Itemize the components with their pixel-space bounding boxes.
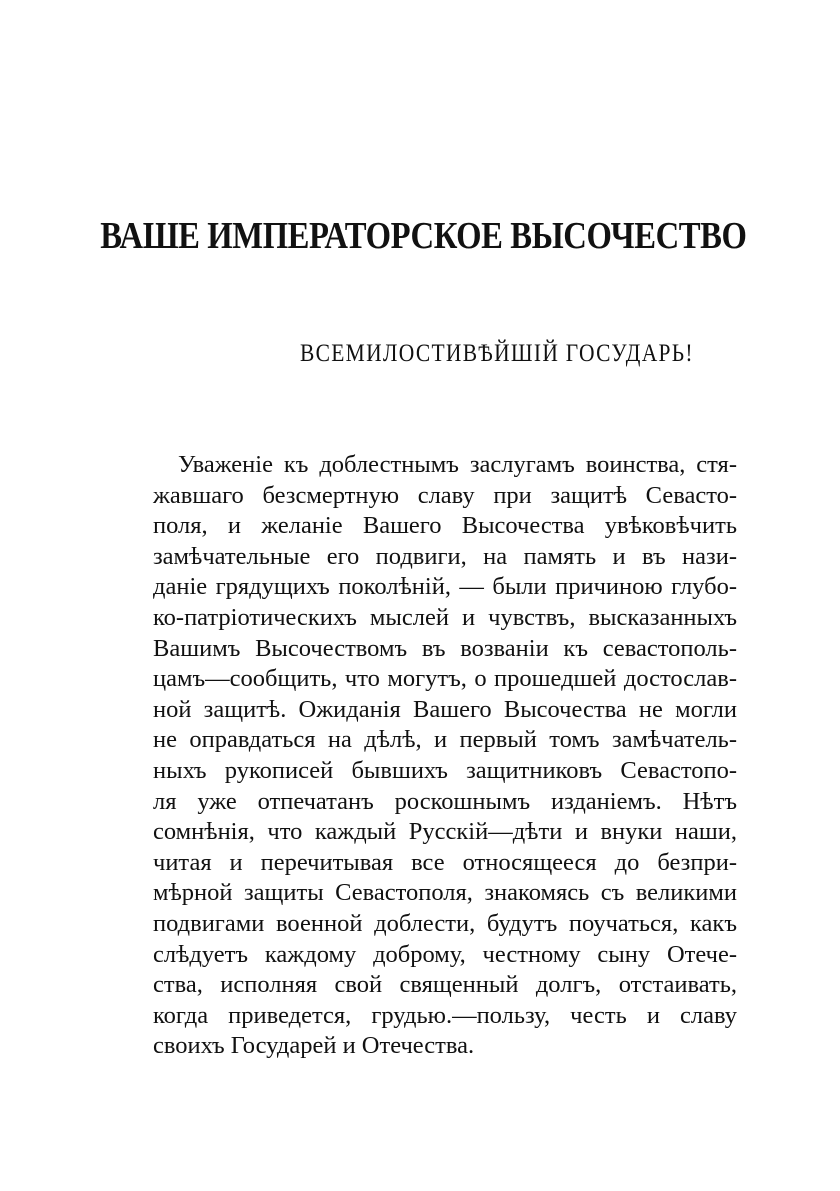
paragraph-line: слѣдуетъ каждому доброму, честному сыну Отече-	[153, 940, 737, 968]
paragraph-line: сомнѣнія, что каждый Русскій—дѣти и внуки наши,	[153, 818, 737, 846]
paragraph-line: не оправдаться на дѣлѣ, и первый томъ замѣчатель-	[153, 726, 737, 754]
paragraph-line: цамъ—сообщить, что могутъ, о прошедшей достослав-	[153, 665, 737, 693]
salutation: ВСЕМИЛОСТИВѢЙШІЙ ГОСУДАРЬ!	[300, 340, 694, 367]
dedication-paragraph	[153, 450, 737, 1062]
page-title: ВАШЕ ИМПЕРАТОРСКОЕ ВЫСОЧЕСТВО	[100, 215, 747, 257]
paragraph-line: ной защитѣ. Ожиданія Вашего Высочества не могли	[153, 695, 737, 723]
paragraph-line: ко-патріотическихъ мыслей и чувствъ, высказанныхъ	[153, 603, 737, 631]
paragraph-line: даніе грядущихъ поколѣній, — были причиною глубо-	[153, 573, 737, 601]
paragraph-line: своихъ Государей и Отечества.	[153, 1032, 475, 1060]
paragraph-line: жавшаго безсмертную славу при защитѣ Севасто-	[153, 481, 737, 509]
paragraph-line: ства, исполняя свой священный долгъ, отстаивать,	[153, 971, 737, 999]
paragraph-line: ля уже отпечатанъ роскошнымъ изданіемъ. Нѣтъ	[153, 787, 737, 815]
paragraph-line: замѣчательные его подвиги, на память и въ нази-	[153, 542, 737, 570]
paragraph-line: подвигами военной доблести, будутъ поучаться, какъ	[153, 909, 737, 937]
paragraph-line: поля, и желаніе Вашего Высочества увѣковѣчить	[153, 512, 737, 540]
paragraph-line: мѣрной защиты Севастополя, знакомясь съ великими	[153, 879, 737, 907]
paragraph-line: Уваженіе къ доблестнымъ заслугамъ воинства, стя-	[178, 451, 737, 478]
paragraph-line: читая и перечитывая все относящееся до безпри-	[153, 848, 737, 876]
paragraph-line: Вашимъ Высочествомъ въ возваніи къ севастополь-	[153, 634, 737, 662]
paragraph-line: когда приведется, грудью.—пользу, честь и славу	[153, 1001, 737, 1029]
paragraph-line: ныхъ рукописей бывшихъ защитниковъ Севастопо-	[153, 756, 737, 784]
